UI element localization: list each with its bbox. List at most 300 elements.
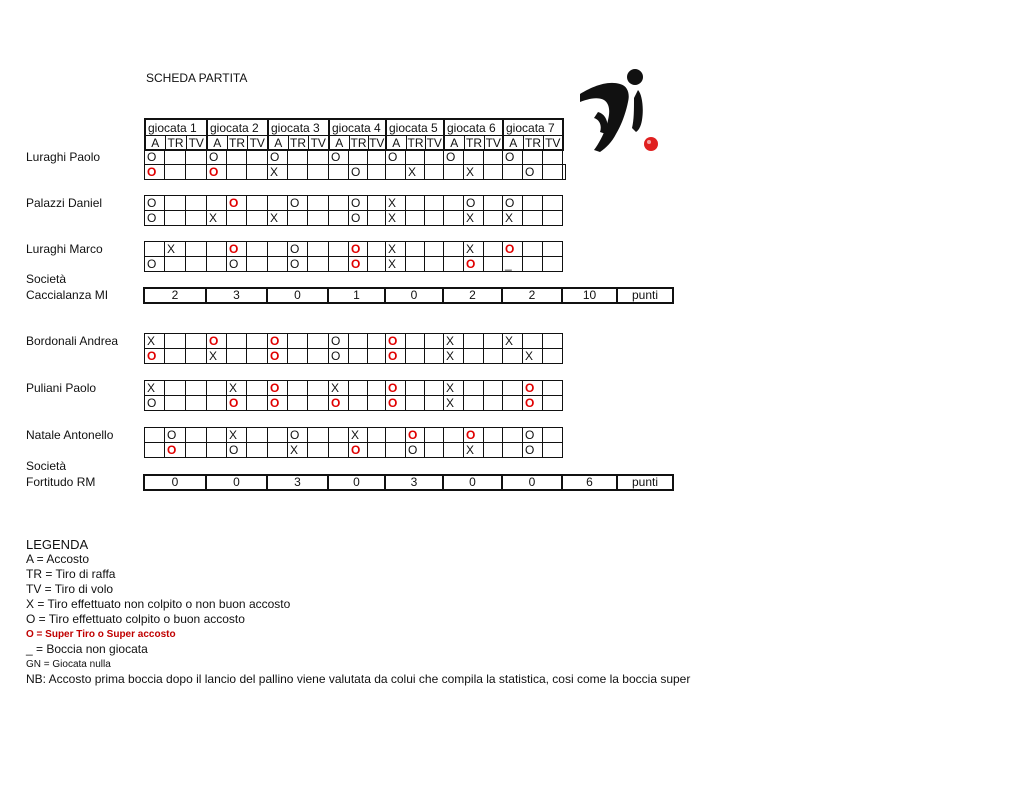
shot-cell: O [503,196,523,211]
shot-cell [543,334,563,349]
shot-cell [523,150,543,165]
giocata-score: 0 [385,288,443,303]
shot-cell [386,396,406,411]
shot-cell [444,242,464,257]
shot-cell [523,211,543,226]
shot-cell [464,334,484,349]
shot-cell: X [207,211,227,226]
giocata-score: 0 [267,288,328,303]
shot-cell [247,242,268,257]
giocate-row [145,119,563,136]
shot-cell: X [268,165,288,180]
shot-cell [268,196,288,211]
shot-cell [165,196,186,211]
shot-cell [268,334,288,349]
shot-cell [207,257,227,272]
shot-cell: X [386,196,406,211]
shot-cell [406,211,425,226]
shot-cell [484,150,503,165]
shot-cell [247,196,268,211]
bocce-player-logo-icon [576,68,666,156]
shot-cell [484,334,503,349]
boccia-row [145,242,563,257]
boccia-row [145,443,563,458]
super-shot-mark: O [147,165,157,179]
shot-cell: X [444,334,464,349]
shot-cell [268,381,288,396]
super-shot-mark: O [270,381,280,395]
shot-type-label: A [268,136,288,151]
giocata-label: giocata 5 [386,119,444,136]
shot-cell [386,334,406,349]
shot-cell [288,396,308,411]
shot-cell [186,334,207,349]
shot-cell [247,381,268,396]
shot-cell [503,428,523,443]
shot-cell [207,334,227,349]
shot-cell: O [349,165,368,180]
shot-cell [425,443,444,458]
shot-cell: O [503,150,523,165]
player-name: Palazzi Daniel [26,196,103,210]
punti-label: punti [617,475,673,490]
shot-cell [329,443,349,458]
shot-type-label: A [329,136,349,151]
boccia-row [145,211,563,226]
shot-cell [349,443,368,458]
giocata-score: 0 [144,475,206,490]
shot-cell [165,396,186,411]
shot-cell: _ [503,257,523,272]
shot-cell: O [145,396,165,411]
shot-cell [444,443,464,458]
shot-cell [368,443,386,458]
shot-cell [503,165,523,180]
super-shot-mark: O [229,242,239,256]
shot-cell [186,196,207,211]
shot-cell: X [523,349,543,364]
shot-type-label: TR [525,136,541,150]
shot-cell [349,242,368,257]
giocata-score: 2 [502,288,562,303]
giocata-score: 0 [328,475,385,490]
super-shot-mark: O [351,443,361,457]
shot-cell [247,443,268,458]
shot-cell [543,428,563,443]
shot-cell [464,428,484,443]
shot-cell: O [288,257,308,272]
shot-cell [247,428,268,443]
shot-cell [247,211,268,226]
giocata-score: 3 [206,288,267,303]
giocata-label: giocata 7 [503,119,563,136]
super-shot-mark: O [351,257,361,271]
super-shot-mark: O [209,334,219,348]
shot-type-label: TR [290,136,306,150]
shot-cell [308,150,329,165]
shot-cell [386,443,406,458]
giocata-label: giocata 2 [207,119,268,136]
shot-cell [503,443,523,458]
shot-cell [368,334,386,349]
shot-cell [207,381,227,396]
shot-cell: X [145,381,165,396]
legend-title: LEGENDA [26,537,89,552]
shot-cell [543,349,563,364]
shot-cell [227,396,247,411]
giocata-score: 3 [267,475,328,490]
shot-cell [308,443,329,458]
shot-cell [308,349,329,364]
shot-cell [145,428,165,443]
giocata-label: giocata 6 [444,119,503,136]
team-score-row [143,287,674,304]
shot-cell [368,349,386,364]
boccia-row [145,334,563,349]
super-shot-mark: O [525,396,535,410]
shot-cell [227,196,247,211]
shot-cell [308,196,329,211]
header-table [144,118,564,151]
shot-cell [207,428,227,443]
boccia-row [145,150,566,165]
shot-cell [349,150,368,165]
shot-cell [444,165,464,180]
shot-cell: X [386,257,406,272]
shot-cell: X [227,381,247,396]
shot-cell [464,381,484,396]
shot-cell [329,257,349,272]
player-name: Puliani Paolo [26,381,97,395]
shot-cell [543,257,563,272]
shot-cell [425,150,444,165]
shot-cell [543,242,563,257]
boccia-row [145,165,566,180]
shot-cell [247,165,268,180]
shot-cell: O [523,443,543,458]
shot-cell: O [329,150,349,165]
shot-cell [145,242,165,257]
boccia-row [145,428,563,443]
super-shot-mark: O [270,396,280,410]
shot-type-label: TR [466,136,482,150]
shot-cell [207,165,227,180]
shot-cell: X [145,334,165,349]
shot-cell: X [268,211,288,226]
shot-cell: X [444,381,464,396]
super-shot-mark: O [408,428,418,442]
shot-type-label: TR [165,136,186,151]
shot-cell [543,211,563,226]
shot-cell: O [145,150,165,165]
shot-cell: O [268,150,288,165]
shot-cell [503,349,523,364]
shot-cell [444,211,464,226]
shot-type-label: A [503,136,523,151]
super-shot-mark: O [229,196,239,210]
giocata-label: giocata 3 [268,119,329,136]
shot-cell [288,334,308,349]
shot-cell [308,211,329,226]
shot-cell [329,396,349,411]
shot-cell [186,396,207,411]
shot-cell [145,443,165,458]
shot-cell: O [464,196,484,211]
shot-cell [484,211,503,226]
shot-cell [406,349,425,364]
shot-cell [386,428,406,443]
shot-cell [386,381,406,396]
shot-cell [543,396,563,411]
shot-type-label: TV [369,136,385,150]
shot-type-label: TV [247,136,268,151]
shot-cell [503,396,523,411]
shot-type-label: TR [407,136,424,150]
shot-cell: O [288,242,308,257]
shot-cell [227,242,247,257]
shot-cell [406,396,425,411]
shot-cell [165,349,186,364]
shot-cell [186,443,207,458]
shot-cell [227,349,247,364]
shot-cell [386,349,406,364]
shot-cell: O [329,349,349,364]
shot-cell [349,396,368,411]
shot-cell: O [288,428,308,443]
shot-cell [247,257,268,272]
shot-cell: O [349,196,368,211]
shot-cell [186,165,207,180]
shot-cell [227,150,247,165]
shot-cell [425,428,444,443]
shot-cell: X [386,211,406,226]
shot-cell [368,396,386,411]
shot-cell [247,334,268,349]
giocata-label: giocata 4 [329,119,386,136]
shot-cell [543,381,563,396]
legend-item: O = Tiro effettuato colpito o buon accosto [26,612,245,626]
shot-type-label: TV [425,136,444,151]
shot-cell: X [165,242,186,257]
shot-cell: O [523,165,543,180]
shot-cell [207,396,227,411]
shot-cell [288,150,308,165]
shot-cell [207,443,227,458]
punti-label: punti [617,288,673,303]
shot-cell [484,349,503,364]
boccia-row [145,349,563,364]
shot-cell [186,242,207,257]
giocata-score: 1 [328,288,385,303]
shot-cell [268,428,288,443]
shot-cell [425,396,444,411]
shot-cell: O [386,150,406,165]
shot-cell [406,334,425,349]
shot-cell [484,257,503,272]
shot-cell [227,334,247,349]
legend-item: _ = Boccia non giocata [26,642,148,656]
super-shot-mark: O [351,242,361,256]
shot-cell [543,150,563,165]
shot-cell [368,242,386,257]
shot-cell [268,349,288,364]
shot-cell: O [444,150,464,165]
player-name: Bordonali Andrea [26,334,119,348]
giocata-score: 0 [502,475,562,490]
shot-cell [464,150,484,165]
super-shot-mark: O [331,396,341,410]
shot-type-label: A [145,136,165,151]
shot-cell [186,150,207,165]
shot-cell: X [464,165,484,180]
shot-cell [247,150,268,165]
player-score-grid [144,380,563,411]
shot-type-label: A [207,136,227,151]
shot-cell: X [444,349,464,364]
super-shot-mark: O [505,242,515,256]
boccia-row [145,257,563,272]
shot-cell: X [386,242,406,257]
legend [26,537,690,687]
shot-cell [308,381,329,396]
shot-cell [368,381,386,396]
shot-cell [329,165,349,180]
shot-cell [484,196,503,211]
shot-cell [425,211,444,226]
shot-cell [484,443,503,458]
shot-cell [523,334,543,349]
shot-cell [425,381,444,396]
shot-cell [425,165,444,180]
shot-cell: X [503,334,523,349]
shot-cell [406,381,425,396]
societa-name: Caccialanza MI [26,288,109,302]
shot-cell: O [227,443,247,458]
total-score: 6 [562,475,617,490]
shot-cell: X [207,349,227,364]
shot-cell: X [349,428,368,443]
player-score-grid [144,195,563,226]
shot-cell: X [227,428,247,443]
giocata-score: 3 [385,475,443,490]
shot-cell [425,349,444,364]
shot-cell [523,196,543,211]
shot-cell: O [227,257,247,272]
shot-cell [227,165,247,180]
shot-type-label: TR [350,136,367,150]
shot-cell: X [503,211,523,226]
shot-cell: O [523,428,543,443]
giocata-score: 0 [443,475,502,490]
shot-cell [406,257,425,272]
shot-cell [329,211,349,226]
legend-item: GN = Giocata nulla [26,659,111,670]
shot-type-label: TV [484,136,503,151]
shot-cell [543,165,563,180]
shot-cell [386,165,406,180]
player-score-grid [144,333,563,364]
shot-cell [165,150,186,165]
shot-cell [523,242,543,257]
shot-cell [503,242,523,257]
super-shot-mark: O [388,334,398,348]
shot-cell [165,334,186,349]
boccia-row [145,396,563,411]
shot-cell [308,257,329,272]
shot-cell: O [406,443,425,458]
super-shot-mark: O [388,396,398,410]
shot-type-label: TR [229,136,245,150]
shot-cell: O [145,211,165,226]
shot-cell: X [329,381,349,396]
shot-cell [308,428,329,443]
page-title: SCHEDA PARTITA [146,71,248,85]
shot-cell [186,381,207,396]
player-score-grid [144,241,563,272]
total-score: 10 [562,288,617,303]
shot-cell [247,349,268,364]
shot-cell [563,165,566,180]
shot-cell [349,257,368,272]
shot-cell [484,428,503,443]
shot-cell [406,196,425,211]
shot-cell: X [464,242,484,257]
super-shot-mark: O [229,396,239,410]
shot-cell: O [349,211,368,226]
shot-cell [268,242,288,257]
shot-cell: X [464,211,484,226]
shot-cell [308,334,329,349]
shot-cell [368,196,386,211]
legend-item-super: O = Super Tiro o Super accosto [26,629,176,640]
shot-cell [368,428,386,443]
shot-cell: X [464,443,484,458]
shot-cell [186,349,207,364]
shot-cell [227,211,247,226]
shot-cell [523,396,543,411]
shot-cell [145,349,165,364]
player-name: Luraghi Marco [26,242,103,256]
shot-type-label: TV [308,136,329,151]
shot-type-label: A [386,136,406,151]
shot-cell [247,396,268,411]
super-shot-mark: O [147,349,157,363]
shot-cell [444,257,464,272]
shot-cell [308,242,329,257]
super-shot-mark: O [167,443,177,457]
shot-cell [484,396,503,411]
shot-cell: O [288,196,308,211]
shot-cell [464,349,484,364]
shot-cell [368,211,386,226]
shot-cell [523,257,543,272]
shot-cell [308,396,329,411]
shot-cell [165,257,186,272]
shot-cell: O [207,150,227,165]
societa-label: Società [26,272,67,286]
shot-cell [165,165,186,180]
shot-cell [503,381,523,396]
shot-cell [406,150,425,165]
shot-cell [165,443,186,458]
super-shot-mark: O [466,257,476,271]
shot-cell [308,165,329,180]
shot-cell [288,211,308,226]
shot-cell [444,428,464,443]
shot-cell [464,257,484,272]
team-score-row [143,474,674,491]
shot-cell [406,242,425,257]
